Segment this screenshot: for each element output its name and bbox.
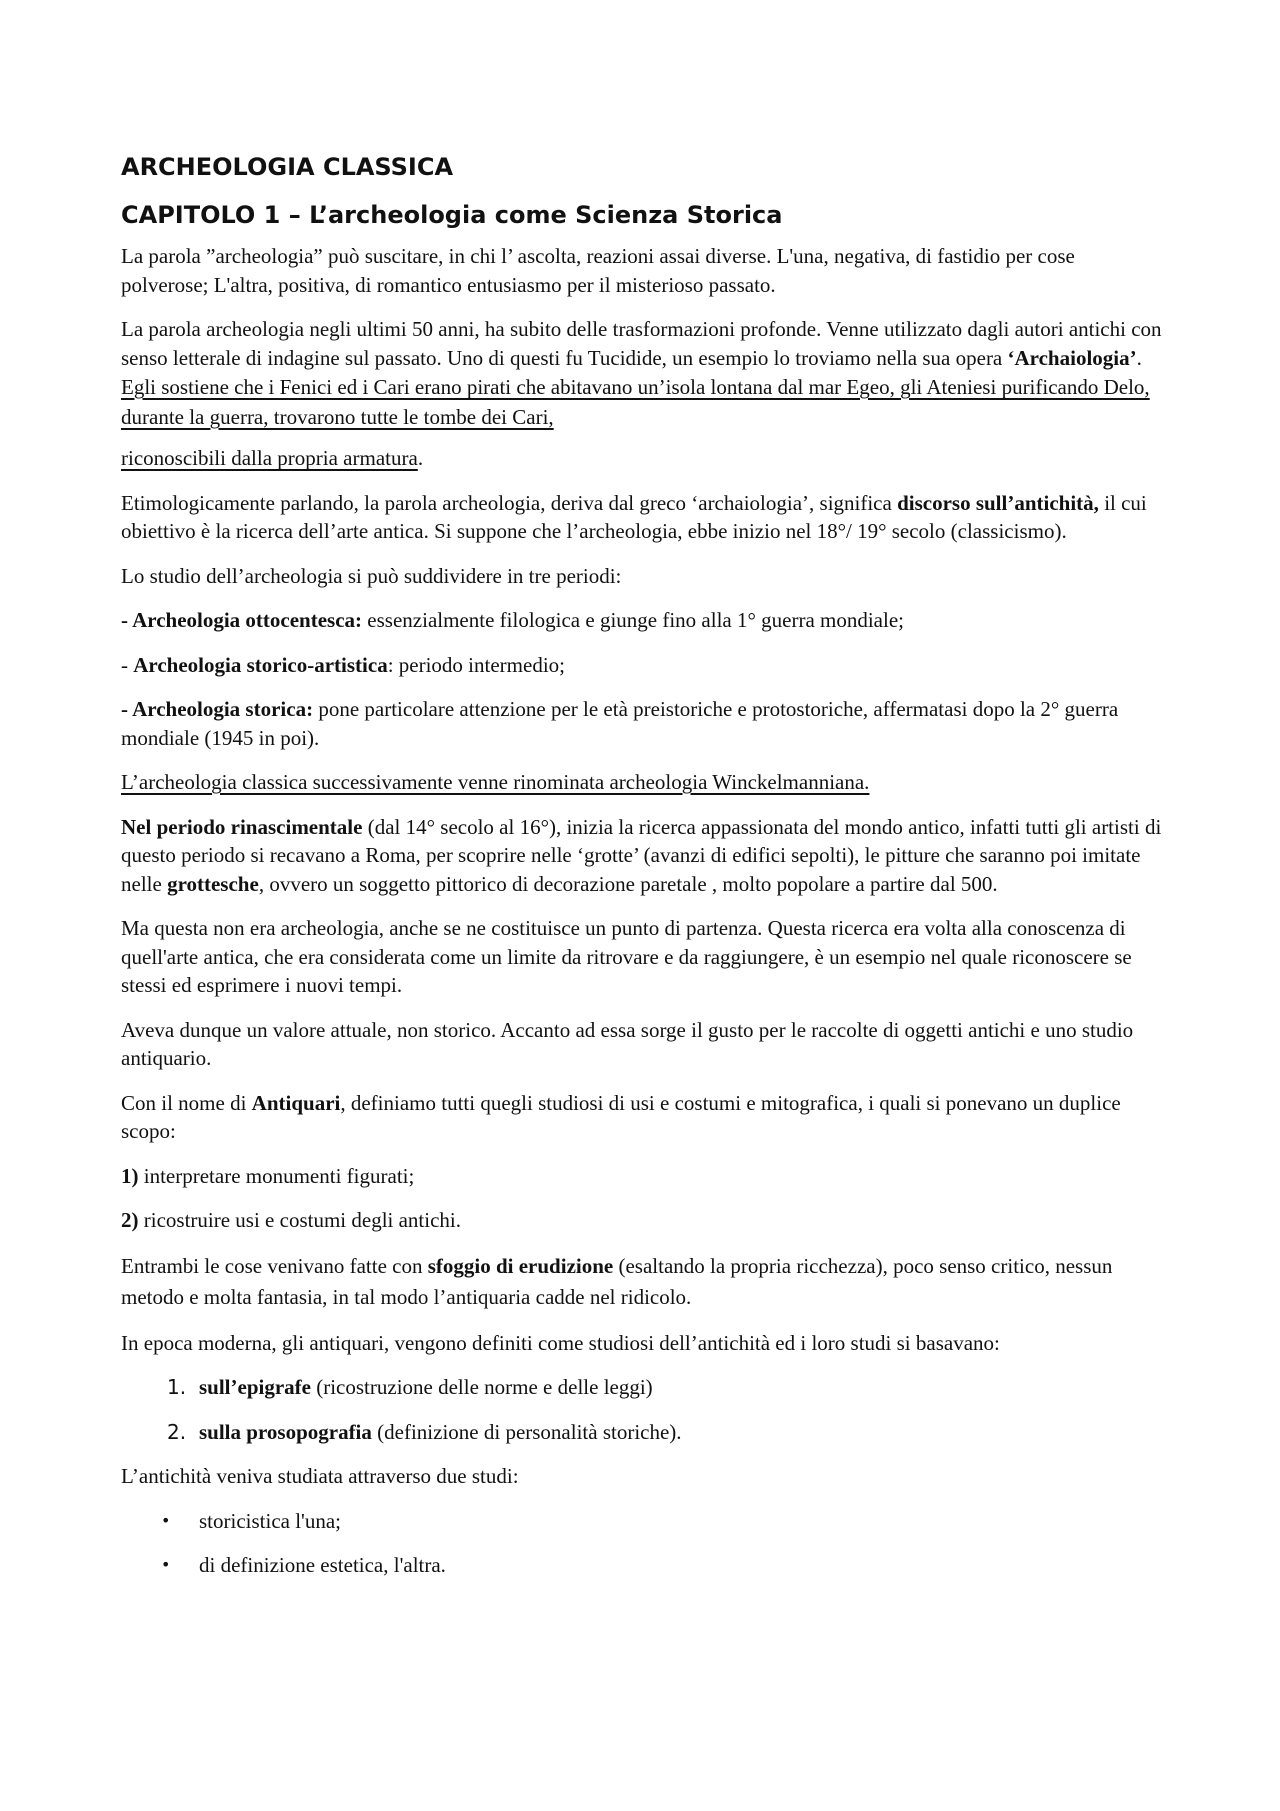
list-item: 1. sull’epigrafe (ricostruzione delle norme e delle leggi) [167,1375,653,1399]
aim-item: 2) ricostruire usi e costumi degli antichi. [121,1208,462,1232]
period-storico-artistica: - Archeologia storico-artistica: periodo intermedio; [121,652,565,677]
paragraph-rinascimento: Nel periodo rinascimentale (dal 14° secolo al 16°), inizia la ricerca appassionata del mondo antico, infatti tutti gli artisti di questo periodo si recavano a Roma, per scoprire nelle ‘grotte’ (avanzi di edifici sepolti), le pitture che saranno poi imitate nelle grottesche, ovvero un soggetto pittorico di decorazione paretale , molto popolare a partire dal 500. [121,814,1162,896]
paragraph-periodi: Lo studio dell’archeologia si può suddividere in tre periodi: [121,563,622,588]
ordered-list [121,1373,1166,1446]
bullet-list [121,1507,1166,1580]
paragraph-non-archeologia: Ma questa non era archeologia, anche se ne costituisce un punto di partenza. Questa ricerca era volta alla conoscenza di quell'arte antica, che era considerata come un limite da ritrovare e da raggiungere, è un esempio nel quale riconoscere se stessi ed esprimere i nuovi tempi. [121,916,1132,997]
aim-item: 1) interpretare monumenti figurati; [121,1163,415,1188]
period-ottocentesca: - Archeologia ottocentesca: essenzialmente filologica e giunge fino alla 1° guerra mondiale; [121,608,904,632]
paragraph-tucidide: La parola archeologia negli ultimi 50 anni, ha subito delle trasformazioni profonde. Venne utilizzato dagli autori antichi con senso letterale di indagine sul passato. Uno di questi fu Tucidide, un esempio lo troviamo nella sua opera ‘Archaiologia’. Egli sostiene che i Fenici ed i Cari erano pirati che abitavano un’isola lontana dal mar Egeo, gli Ateniesi purificando Delo, durante la guerra, trovarono tutte le tombe dei Cari, [121,317,1162,429]
paragraph-epoca-moderna: In epoca moderna, gli antiquari, vengono definiti come studiosi dell’antichità ed i loro studi si basavano: [121,1330,1000,1355]
bullet-icon: • [161,1555,171,1574]
bold-discorso: discorso sull’antichità, [897,490,1099,515]
paragraph-erudizione: Entrambi le cose venivano fatte con sfoggio di erudizione (esaltando la propria ricchezza), poco senso critico, nessun metodo e molta fantasia, in tal modo l’antiquaria cadde nel ridicolo. [121,1253,1113,1309]
list-item: 2. sulla prosopografia (definizione di personalità storiche). [167,1419,682,1444]
document-page [121,150,1166,1596]
paragraph-antiquari: Con il nome di Antiquari, definiamo tutti quegli studiosi di usi e costumi e mitografica, i quali si ponevano un duplice scopo: [121,1090,1121,1143]
paragraph-armatura: riconoscibili dalla propria armatura. [121,446,424,470]
underlined-fenici: Egli sostiene che i Fenici ed i Cari erano pirati che abitavano un’isola lontana dal mar Egeo, gli Ateniesi purificando Delo, durante la guerra, trovarono tutte le tombe dei Cari, [121,375,1150,429]
list-item: • storicistica l'una; [121,1507,1166,1536]
paragraph-etimologia: Etimologicamente parlando, la parola archeologia, deriva dal greco ‘archaiologia’, significa discorso sull’antichità, il cui obiettivo è la ricerca dell’arte antica. Si suppone che l’archeologia, ebbe inizio nel 18°/ 19° secolo (classicismo). [121,490,1147,543]
period-storica: - Archeologia storica: pone particolare attenzione per le età preistoriche e protostoriche, affermatasi dopo la 2° guerra mondiale (1945 in poi). [121,697,1119,750]
bullet-icon: • [161,1510,171,1530]
paragraph-valore: Aveva dunque un valore attuale, non storico. Accanto ad essa sorge il gusto per le raccolte di oggetti antichi e uno studio antiquario. [121,1017,1134,1070]
list-item: • di definizione estetica, l'altra. [121,1551,1166,1580]
bold-archaiologia: ‘Archaiologia’ [1007,345,1137,370]
paragraph-due-studi: L’antichità veniva studiata attraverso due studi: [121,1464,519,1488]
chapter-heading: CAPITOLO 1 – L’archeologia come Scienza Storica [121,201,783,229]
paragraph-winckelmann: L’archeologia classica successivamente venne rinominata archeologia Winckelmanniana. [121,770,870,794]
underlined-armatura: riconoscibili dalla propria armatura [121,446,418,470]
document-title: ARCHEOLOGIA CLASSICA [121,153,454,181]
paragraph-intro: La parola ”archeologia” può suscitare, in chi l’ ascolta, reazioni assai diverse. L'una, negativa, di fastidio per cose polverose; L'altra, positiva, di romantico entusiasmo per il misterioso passato. [121,244,1075,297]
